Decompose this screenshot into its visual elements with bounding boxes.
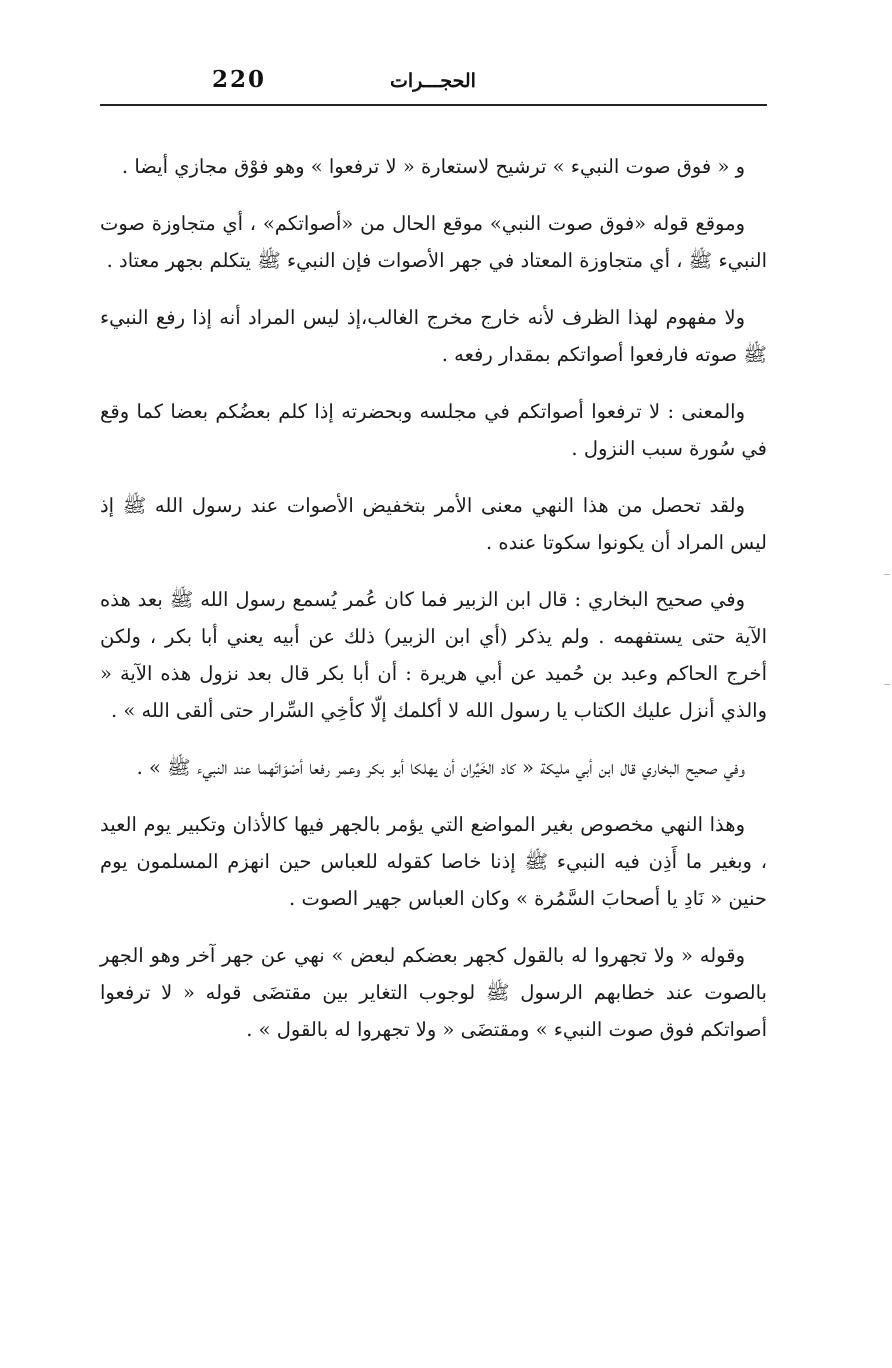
paragraph-9: وقوله « ولا تجهروا له بالقول كجهر بعضكم لبعض » نهي عن جهر آخر وهو الجهر بالصوت عند خطابهم الرسول ﷺ لوجوب التغاير بين مقتضَى قوله « لا ترفعوا أصواتكم فوق صوت النبيء » ومقتضَى « ولا تجهروا له بالقول » . [100, 944, 767, 1041]
paragraph-8: وهذا النهي مخصوص بغير المواضع التي يؤمر بالجهر فيها كالأذان وتكبير يوم العيد ، وبغير ما أَذِن فيه النبيء ﷺ إذنا خاصا كقوله للعباس حين انهزم المسلمون يوم حنين « نَادِ يا أصحابَ السَّمُرة » وكان العباس جهير الصوت . [100, 813, 767, 910]
scan-speck [884, 574, 890, 575]
paragraph-6: وفي صحيح البخاري : قال ابن الزبير فما كان عُمر يُسمع رسول الله ﷺ بعد هذه الآية حتى يستفهمه . ولم يذكر (أي ابن الزبير) ذلك عن أبيه يعني أبا بكر ، ولكن أخرج الحاكم وعبد بن حُميد عن أبي هريرة : أن أبا بكر قال بعد نزول هذه الآية « والذي أنزل عليك الكتاب يا رسول الله لا أكلمك إلّا كأخِي السِّرار حتى ألقى الله » . [100, 588, 767, 722]
paragraph-7: وفي صحيح البخاري قال ابن أبي مليكة « كاد الخَيِّران أن يهلكا أبو بكر وعمر رفعا أصْوَاتَهما عند النبيء ﷺ » . [136, 756, 745, 779]
paragraph-3: ولا مفهوم لهذا الظرف لأنه خارج مخرج الغالب،إذ ليس المراد أنه إذا رفع النبيء ﷺ صوته فارفعوا أصواتكم بمقدار رفعه . [100, 306, 767, 366]
paragraph-5: ولقد تحصل من هذا النهي معنى الأمر بتخفيض الأصوات عند رسول الله ﷺ إذ ليس المراد أن يكونوا سكوتا عنده . [100, 494, 767, 554]
paragraph-2: وموقع قوله «فوق صوت النبي» موقع الحال من «أصواتكم» ، أي متجاوزة صوت النبيء ﷺ ، أي متجاوزة المعتاد في جهر الأصوات فإن النبيء ﷺ يتكلم بجهر معتاد . [100, 212, 767, 272]
header-rule [100, 104, 767, 106]
page-number: 220 [212, 66, 267, 93]
page-header [100, 66, 768, 104]
paragraph-1: و « فوق صوت النبيء » ترشيح لاستعارة « لا ترفعوا » وهو فوْق مجازي أيضا . [121, 155, 745, 178]
scan-speck [884, 684, 890, 685]
body-text [100, 148, 767, 1068]
paragraph-4: والمعنى : لا ترفعوا أصواتكم في مجلسه وبحضرته إذا كلم بعضُكم بعضا كما وقع في سُورة سبب النزول . [100, 400, 767, 460]
running-title: الحجـــرات [390, 70, 476, 92]
